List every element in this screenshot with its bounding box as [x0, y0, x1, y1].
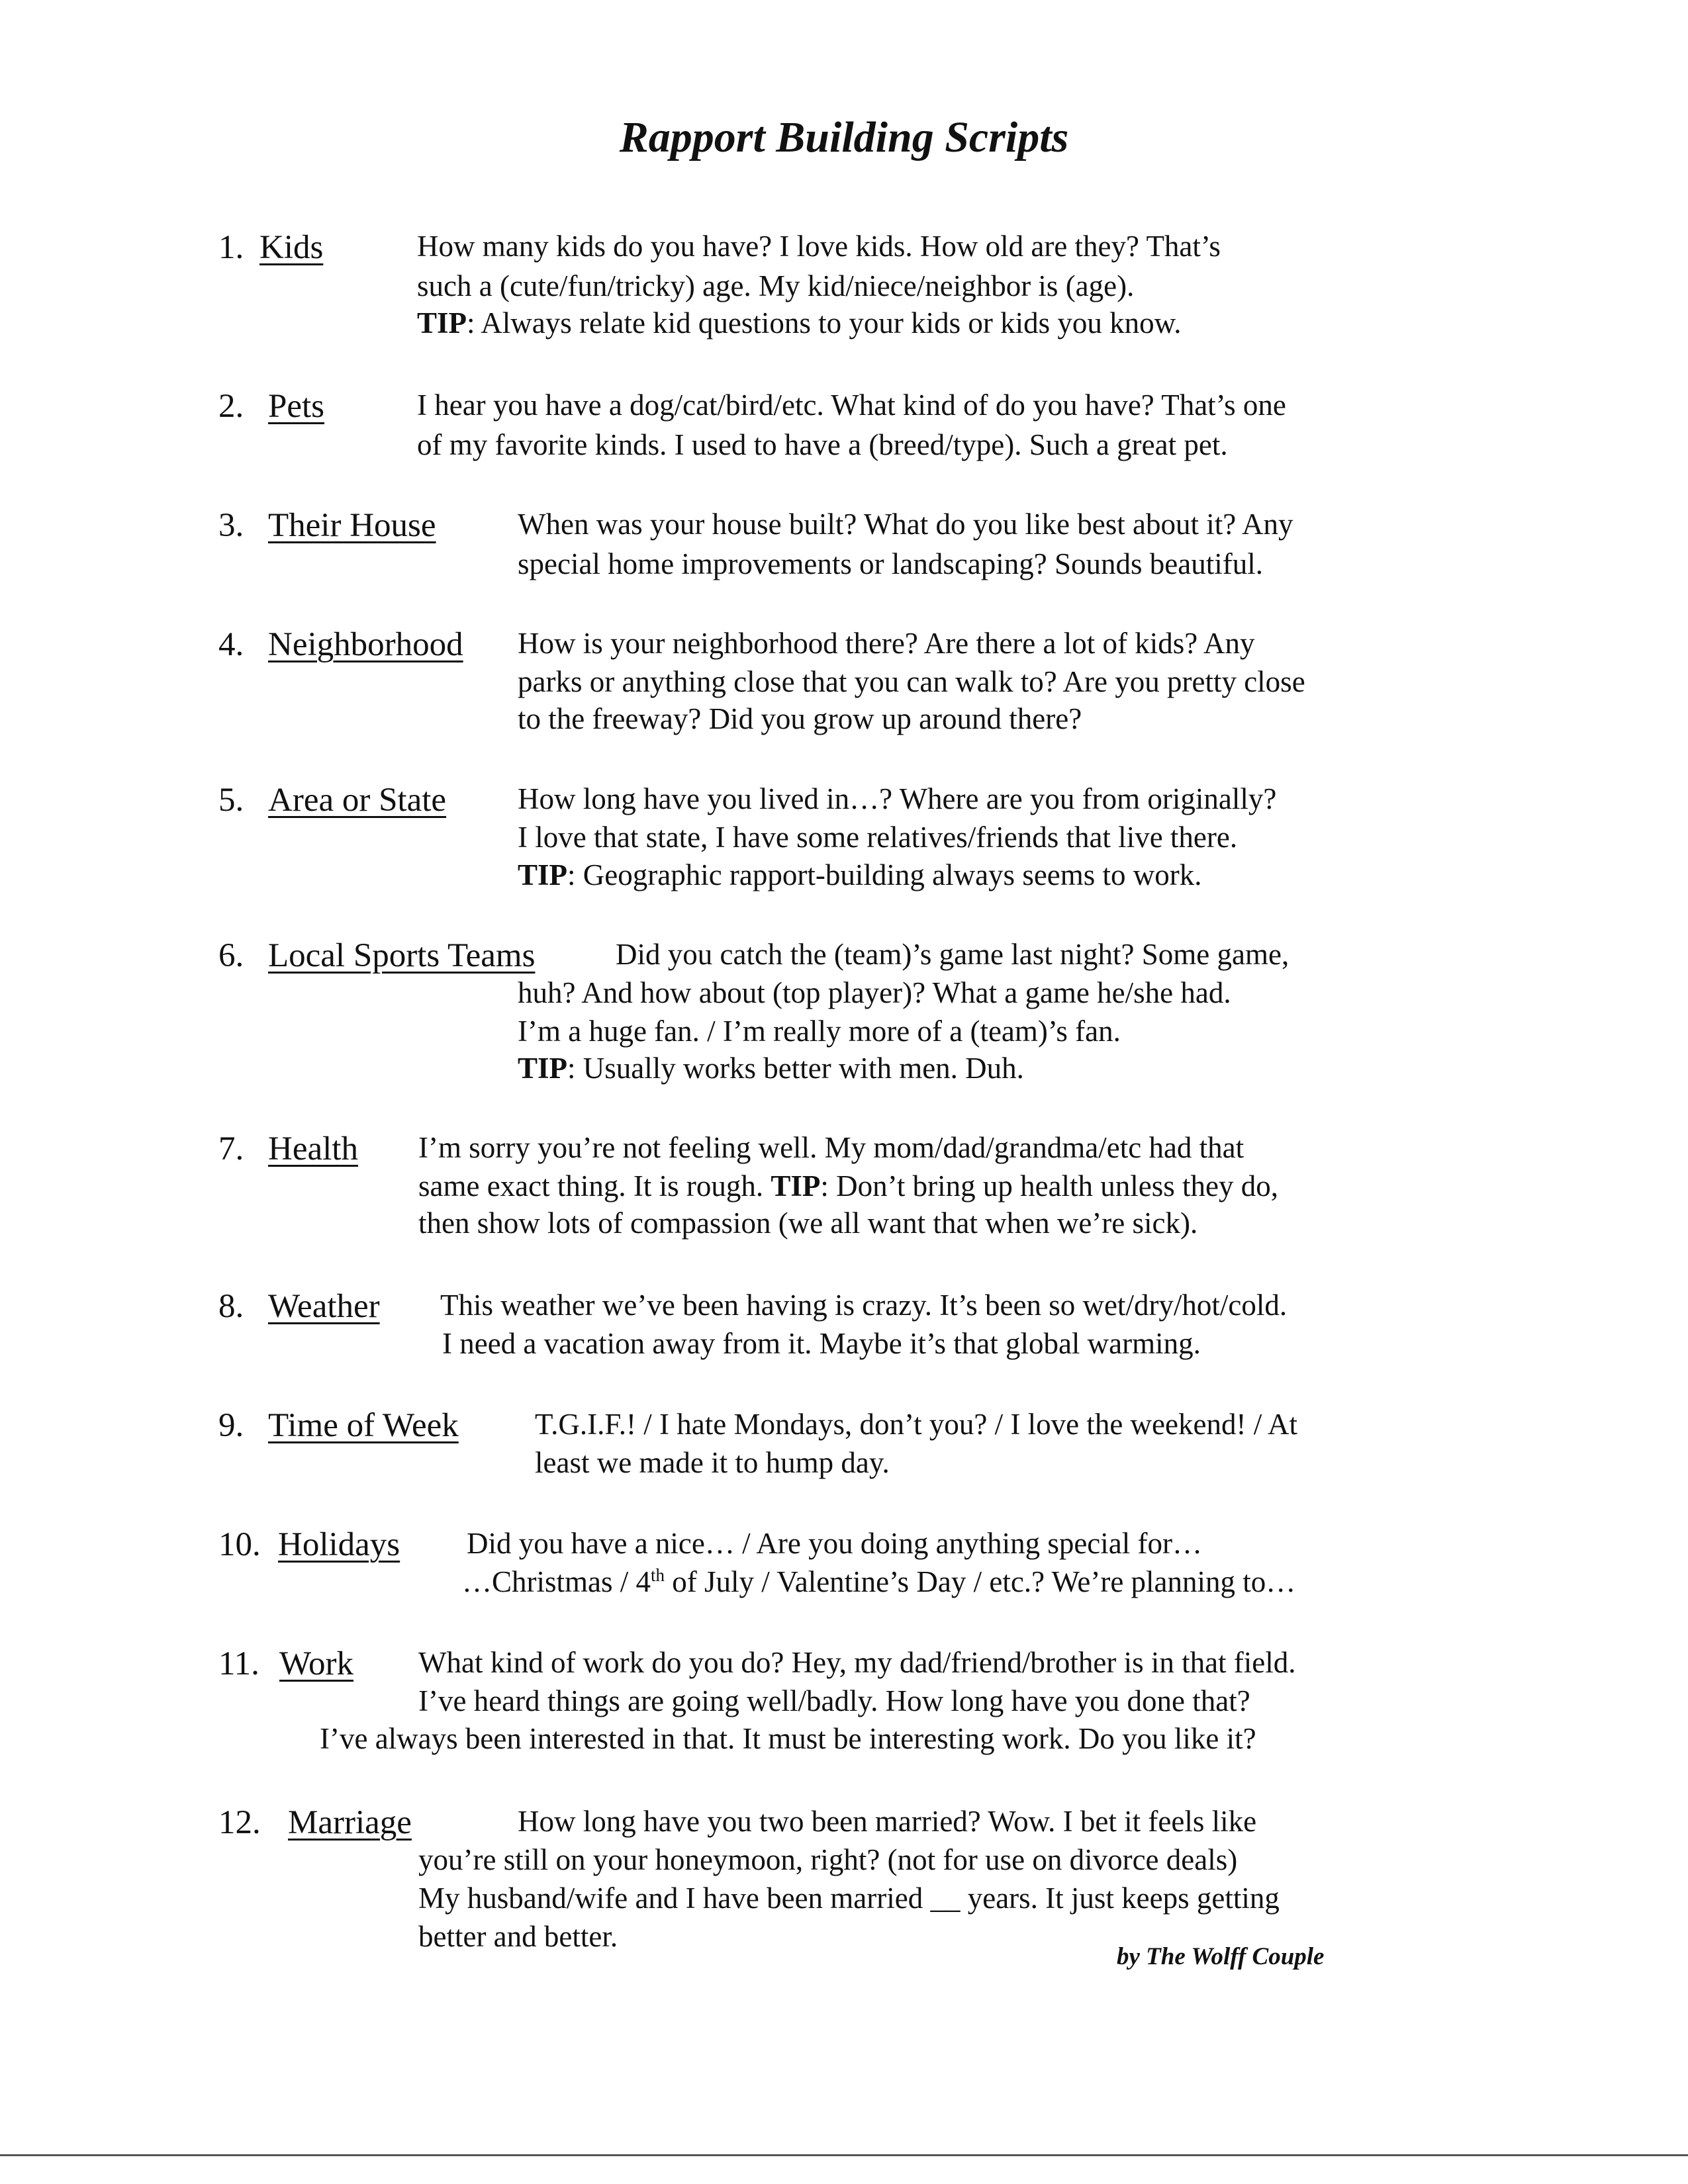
- item-heading: Pets: [268, 388, 325, 425]
- item-text-line: huh? And how about (top player)? What a game he/she had.: [518, 976, 1231, 1009]
- tip-label: TIP: [518, 1052, 568, 1085]
- item-heading: Marriage: [288, 1804, 412, 1841]
- item-text-line: I love that state, I have some relatives/friends that live there.: [518, 821, 1238, 854]
- tip-text: : Don’t bring up health unless they do,: [820, 1169, 1278, 1203]
- item-text-line: I’ve always been interested in that. It must be interesting work. Do you like it?: [320, 1722, 1256, 1755]
- item-text-line: you’re still on your honeymoon, right? (not for use on divorce deals): [418, 1843, 1238, 1876]
- item-text-line: How long have you two been married? Wow. I bet it feels like: [518, 1805, 1257, 1838]
- item-number: 2.: [218, 388, 244, 425]
- item-heading: Local Sports Teams: [268, 937, 536, 974]
- item-text-line: then show lots of compassion (we all want that when we’re sick).: [418, 1206, 1198, 1240]
- tip-label: TIP: [518, 858, 568, 891]
- item-text-line: Did you catch the (team)’s game last night? Some game,: [616, 938, 1289, 971]
- item-text-line: better and better.: [418, 1920, 618, 1953]
- item-text-line: T.G.I.F.! / I hate Mondays, don’t you? / I love the weekend! / At: [535, 1408, 1297, 1441]
- item-heading: Holidays: [278, 1526, 400, 1563]
- item-heading: Work: [279, 1645, 354, 1682]
- item-number: 9.: [218, 1407, 244, 1444]
- byline: by The Wolff Couple: [1117, 1943, 1325, 1970]
- item-number: 11.: [218, 1645, 259, 1682]
- item-number: 12.: [218, 1804, 261, 1841]
- tip-text: : Usually works better with men. Duh.: [567, 1052, 1024, 1085]
- item-text: of July / Valentine’s Day / etc.? We’re planning to…: [665, 1565, 1296, 1598]
- item-text-line: least we made it to hump day.: [535, 1446, 890, 1479]
- item-text-line: parks or anything close that you can walk to? Are you pretty close: [518, 665, 1305, 698]
- page-title: Rapport Building Scripts: [619, 113, 1069, 161]
- item-heading: Area or State: [268, 782, 447, 819]
- item-heading: Kids: [259, 229, 324, 266]
- item-text-line: I’m a huge fan. / I’m really more of a (team)’s fan.: [518, 1015, 1121, 1048]
- tip-line: [417, 308, 1182, 338]
- item-text-line: This weather we’ve been having is crazy. It’s been so wet/dry/hot/cold.: [440, 1289, 1288, 1322]
- item-text-line: How long have you lived in…? Where are you from originally?: [518, 782, 1277, 815]
- tip-text: : Geographic rapport-building always seems to work.: [567, 858, 1202, 891]
- item-text-line: I’m sorry you’re not feeling well. My mom/dad/grandma/etc had that: [418, 1131, 1244, 1164]
- tip-line: [418, 1171, 1278, 1201]
- item-text-line: I need a vacation away from it. Maybe it’s that global warming.: [442, 1327, 1201, 1360]
- item-text-line: special home improvements or landscaping? Sounds beautiful.: [518, 547, 1263, 580]
- item-text: …Christmas / 4: [462, 1565, 651, 1598]
- item-number: 5.: [218, 782, 244, 819]
- tip-text: : Always relate kid questions to your kids or kids you know.: [467, 306, 1182, 340]
- item-number: 6.: [218, 937, 244, 974]
- tip-line: [518, 1054, 1024, 1083]
- item-text-line: How is your neighborhood there? Are there a lot of kids? Any: [518, 627, 1255, 660]
- item-text-line: What kind of work do you do? Hey, my dad/friend/brother is in that field.: [418, 1646, 1296, 1679]
- tip-line: [518, 860, 1202, 890]
- ordinal-suffix: th: [651, 1565, 665, 1585]
- item-text-line: My husband/wife and I have been married __ years. It just keeps getting: [418, 1882, 1280, 1915]
- item-text-line: [462, 1567, 1295, 1597]
- tip-label: TIP: [771, 1169, 821, 1203]
- item-number: 3.: [218, 507, 244, 544]
- item-number: 1.: [218, 229, 244, 266]
- item-heading: Weather: [268, 1288, 380, 1325]
- item-text-line: I’ve heard things are going well/badly. How long have you done that?: [418, 1684, 1250, 1717]
- item-text-line: Did you have a nice… / Are you doing anything special for…: [467, 1527, 1202, 1560]
- item-heading: Their House: [268, 507, 436, 544]
- item-heading: Time of Week: [268, 1407, 459, 1444]
- item-number: 4.: [218, 626, 244, 663]
- item-text-line: to the freeway? Did you grow up around there?: [518, 702, 1082, 735]
- item-number: 10.: [218, 1526, 261, 1563]
- item-number: 7.: [218, 1130, 244, 1167]
- item-text-line: How many kids do you have? I love kids. How old are they? That’s: [417, 230, 1221, 263]
- tip-label: TIP: [417, 306, 467, 340]
- item-heading: Neighborhood: [268, 626, 463, 663]
- item-text-line: When was your house built? What do you like best about it? Any: [518, 508, 1293, 541]
- item-text: same exact thing. It is rough.: [418, 1169, 771, 1203]
- item-text-line: I hear you have a dog/cat/bird/etc. What kind of do you have? That’s one: [417, 388, 1286, 422]
- item-heading: Health: [268, 1130, 358, 1167]
- item-text-line: such a (cute/fun/tricky) age. My kid/niece/neighbor is (age).: [417, 269, 1135, 302]
- scan-bottom-rule: [0, 2154, 1688, 2156]
- item-number: 8.: [218, 1288, 244, 1325]
- item-text-line: of my favorite kinds. I used to have a (breed/type). Such a great pet.: [417, 428, 1228, 461]
